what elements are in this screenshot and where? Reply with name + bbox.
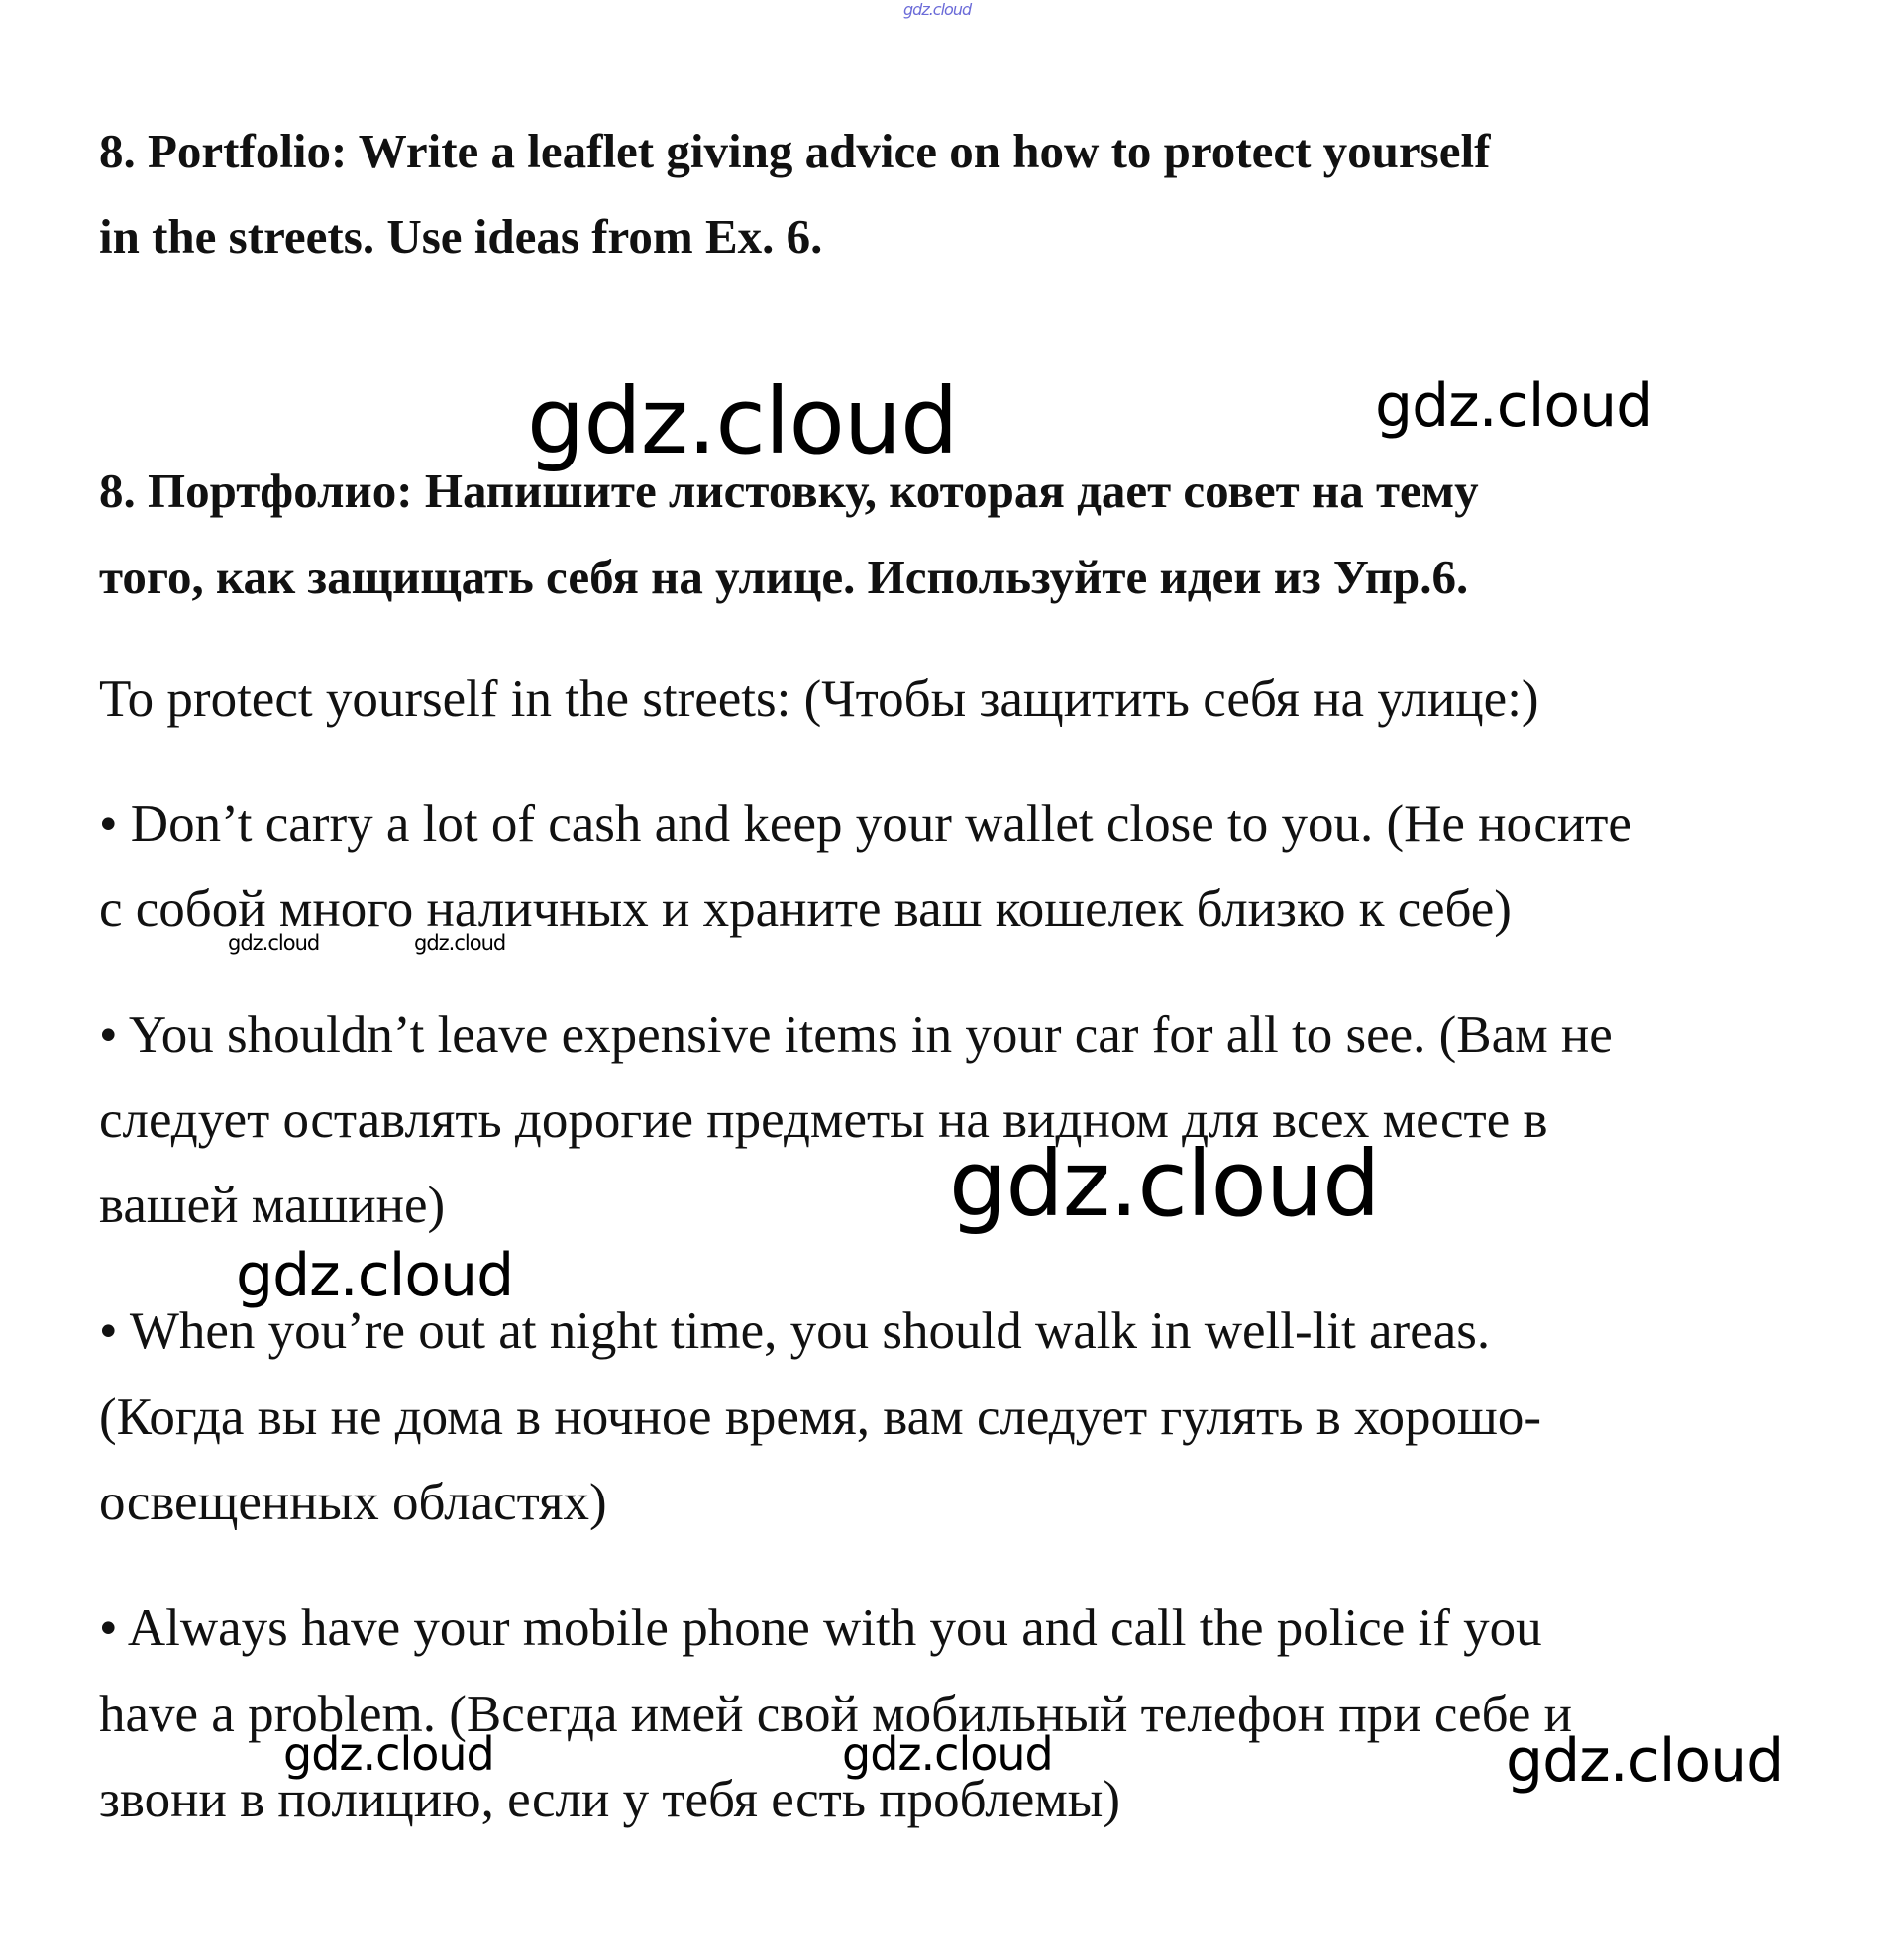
bullet-3-line-3: освещенных областях) [99, 1474, 607, 1531]
watermark: gdz.cloud [903, 0, 972, 19]
bullet-2-line-3: вашей машине) [99, 1177, 446, 1234]
bullet-4-line-3: звони в полицию, если у тебя есть проблемы) [99, 1771, 1121, 1828]
bullet-4-line-2: have a problem. (Всегда имей свой мобильный телефон при себе и [99, 1686, 1572, 1743]
bullet-4-line-1: • Always have your mobile phone with you and call the police if you [99, 1599, 1542, 1657]
watermark: gdz.cloud [283, 1727, 494, 1781]
watermark: gdz.cloud [1506, 1726, 1784, 1796]
watermark: gdz.cloud [527, 368, 958, 474]
bullet-2-line-1: • You shouldn’t leave expensive items in your car for all to see. (Вам не [99, 1006, 1613, 1064]
task-heading-en-line-1: 8. Portfolio: Write a leaflet giving advice on how to protect yourself [99, 124, 1491, 178]
task-heading-ru-line-1: 8. Портфолио: Напишите листовку, которая дает совет на тему [99, 464, 1479, 518]
watermark: gdz.cloud [414, 931, 506, 955]
watermark: gdz.cloud [842, 1727, 1053, 1781]
watermark: gdz.cloud [949, 1131, 1380, 1237]
bullet-3-line-1: • When you’re out at night time, you should walk in well-lit areas. [99, 1302, 1491, 1360]
bullet-1-line-2: с собой много наличных и храните ваш кошелек близко к себе) [99, 880, 1512, 938]
task-heading-ru-line-2: того, как защищать себя на улице. Используйте идеи из Упр.6. [99, 550, 1469, 604]
bullet-1-line-1: • Don’t carry a lot of cash and keep your wallet close to you. (Не носите [99, 795, 1631, 853]
watermark: gdz.cloud [228, 931, 320, 955]
bullet-2-line-2: следует оставлять дорогие предметы на видном для всех месте в [99, 1091, 1548, 1149]
intro-line: To protect yourself in the streets: (Чтобы защитить себя на улице:) [99, 671, 1539, 728]
task-heading-en-line-2: in the streets. Use ideas from Ex. 6. [99, 209, 823, 263]
watermark: gdz.cloud [1375, 371, 1653, 441]
bullet-3-line-2: (Когда вы не дома в ночное время, вам следует гулять в хорошо- [99, 1389, 1541, 1446]
watermark: gdz.cloud [236, 1241, 514, 1310]
